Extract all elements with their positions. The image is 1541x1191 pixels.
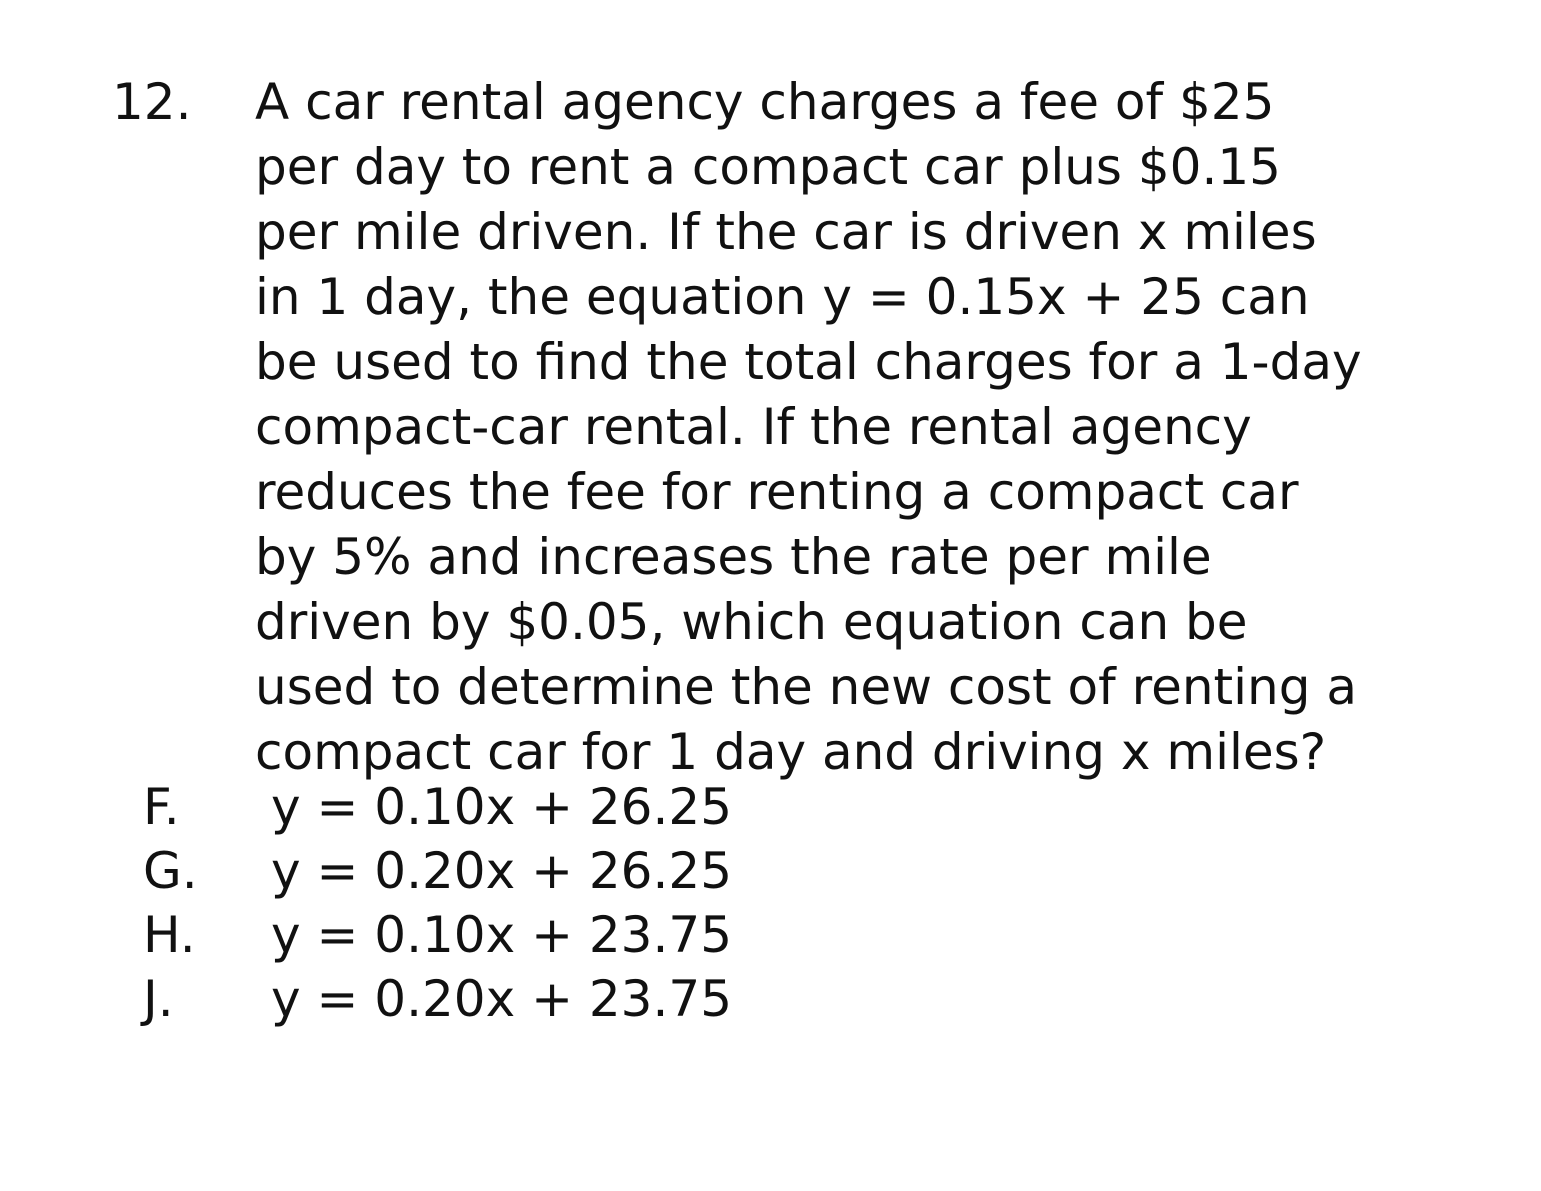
answer-choice-j[interactable] (143, 967, 943, 1031)
question-line: used to determine the new cost of renting a (255, 658, 1357, 716)
choice-equation: y = 0.20x + 23.75 (271, 970, 733, 1028)
answer-choice-h[interactable] (143, 903, 943, 967)
choice-letter: H. (143, 906, 196, 964)
question-line: compact-car rental. If the rental agency (255, 398, 1252, 456)
choice-letter: G. (143, 842, 198, 900)
question-line: per mile driven. If the car is driven x miles (255, 203, 1317, 261)
answer-choice-f[interactable] (143, 775, 943, 839)
question-number: 12. (112, 73, 192, 131)
question-line: A car rental agency charges a fee of $25 (255, 73, 1275, 131)
answer-choices (143, 775, 943, 1031)
question-line: driven by $0.05, which equation can be (255, 593, 1248, 651)
answer-choice-g[interactable] (143, 839, 943, 903)
question-line: in 1 day, the equation y = 0.15x + 25 can (255, 268, 1310, 326)
question-line: compact car for 1 day and driving x miles? (255, 723, 1327, 781)
choice-equation: y = 0.10x + 26.25 (271, 778, 733, 836)
choice-letter: J. (143, 970, 174, 1028)
choice-equation: y = 0.20x + 26.25 (271, 842, 733, 900)
choice-equation: y = 0.10x + 23.75 (271, 906, 733, 964)
question-line: be used to find the total charges for a 1-day (255, 333, 1362, 391)
question-line: per day to rent a compact car plus $0.15 (255, 138, 1281, 196)
choice-letter: F. (143, 778, 180, 836)
question-text (255, 70, 1505, 785)
question-line: by 5% and increases the rate per mile (255, 528, 1212, 586)
question-line: reduces the fee for renting a compact car (255, 463, 1299, 521)
